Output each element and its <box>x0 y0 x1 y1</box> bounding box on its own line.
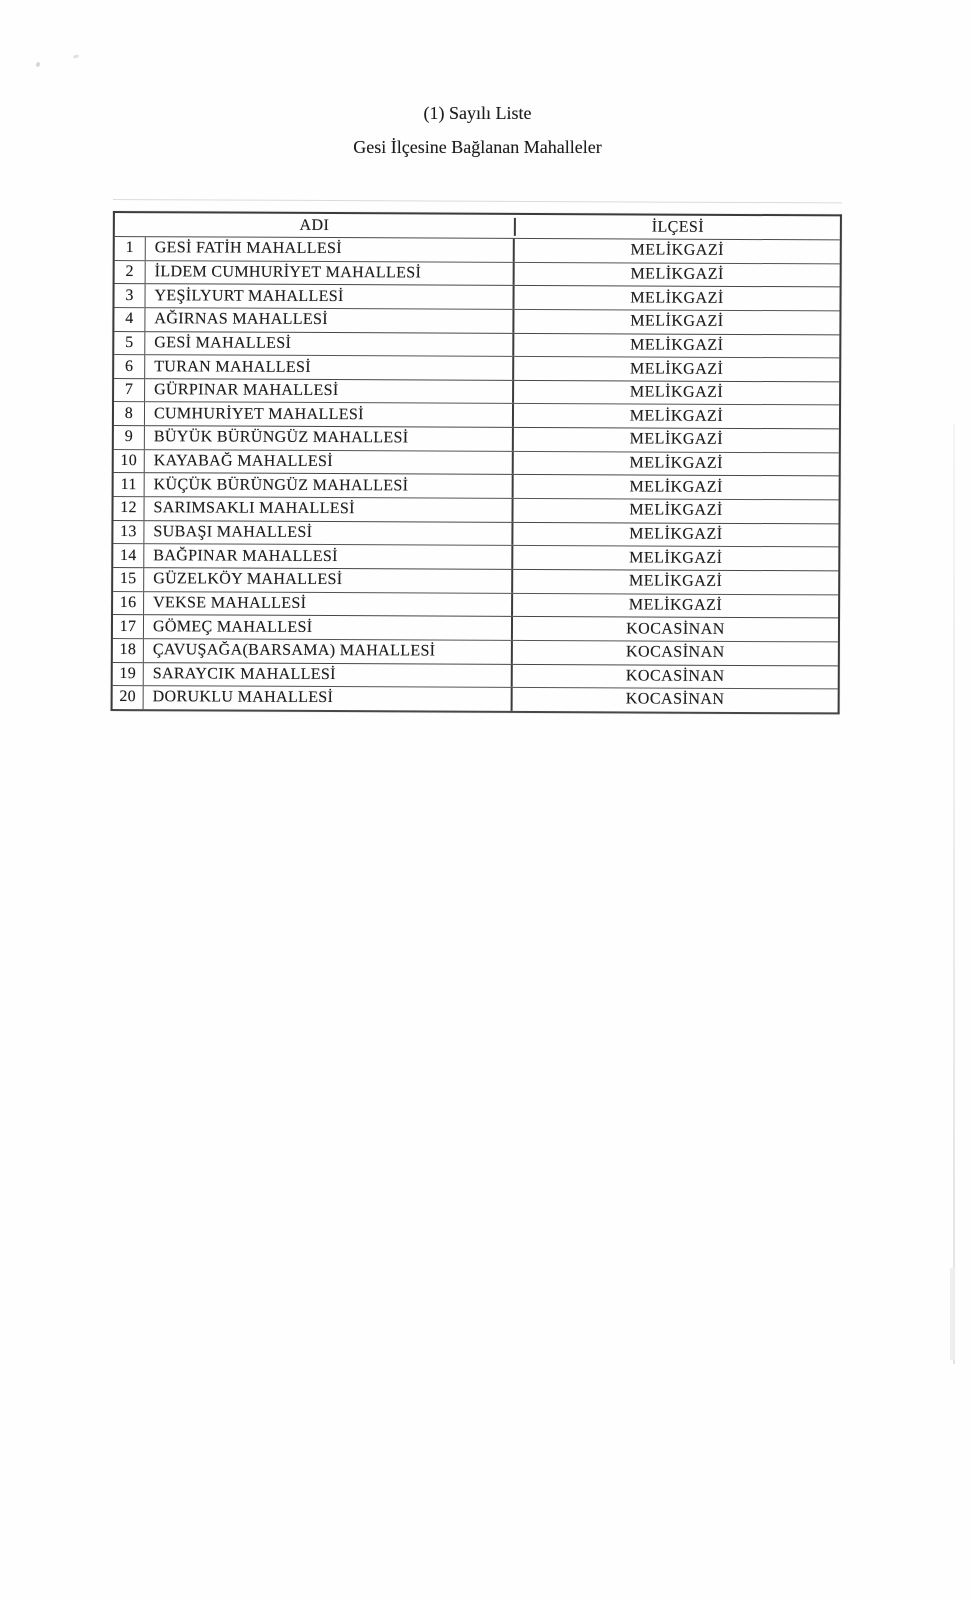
scan-speck <box>35 61 40 67</box>
row-name: BÜYÜK BÜRÜNGÜZ MAHALLESİ <box>153 428 409 447</box>
row-number: 8 <box>114 402 145 425</box>
row-district: MELİKGAZİ <box>511 523 838 547</box>
row-number: 17 <box>113 615 144 638</box>
row-name: DORUKLU MAHALLESİ <box>152 688 334 707</box>
row-number: 15 <box>113 568 144 591</box>
scan-edge-blob <box>950 1268 955 1360</box>
row-district: MELİKGAZİ <box>512 357 839 381</box>
table-row <box>115 237 840 264</box>
row-number: 12 <box>113 497 144 520</box>
row-number: 7 <box>114 379 145 402</box>
row-name: GÜRPINAR MAHALLESİ <box>154 381 339 400</box>
scan-speck <box>73 54 80 58</box>
table-row <box>113 615 838 642</box>
row-district: KOCASİNAN <box>511 617 838 641</box>
row-name: AĞIRNAS MAHALLESİ <box>154 310 328 329</box>
table-row <box>114 426 839 453</box>
row-district: MELİKGAZİ <box>511 499 838 523</box>
scan-ghost-line <box>113 199 842 203</box>
table-row <box>114 450 839 477</box>
row-district: KOCASİNAN <box>511 641 838 665</box>
row-name: ÇAVUŞAĞA(BARSAMA) MAHALLESİ <box>152 641 436 660</box>
scan-edge-line <box>953 424 955 1364</box>
row-district: MELİKGAZİ <box>511 546 838 570</box>
row-district: KOCASİNAN <box>511 688 838 712</box>
mahalle-table <box>111 211 842 714</box>
table-row <box>114 332 839 359</box>
row-number: 19 <box>113 663 144 686</box>
row-district: MELİKGAZİ <box>513 263 840 287</box>
row-name: VEKSE MAHALLESİ <box>153 594 307 612</box>
row-name: GESİ FATİH MAHALLESİ <box>154 239 342 258</box>
row-name: BAĞPINAR MAHALLESİ <box>153 546 338 565</box>
row-name: SUBAŞI MAHALLESİ <box>153 523 313 541</box>
row-number: 9 <box>114 426 145 449</box>
page-subtitle: Gesi İlçesine Bağlanan Mahalleler <box>353 137 602 157</box>
row-number: 10 <box>114 450 145 473</box>
row-district: MELİKGAZİ <box>513 239 840 263</box>
row-name: SARAYCIK MAHALLESİ <box>152 665 336 683</box>
row-district: MELİKGAZİ <box>512 475 839 499</box>
table-header-row <box>115 213 840 240</box>
row-name: GESİ MAHALLESİ <box>154 334 292 352</box>
row-name: İLDEM CUMHURİYET MAHALLESİ <box>154 263 422 282</box>
row-district: MELİKGAZİ <box>512 333 839 357</box>
row-district: MELİKGAZİ <box>512 404 839 428</box>
page-title: (1) Sayılı Liste <box>423 103 532 123</box>
row-number: 5 <box>114 332 145 355</box>
row-district: MELİKGAZİ <box>512 428 839 452</box>
table-row <box>114 355 839 382</box>
mahalle-table-block <box>111 199 842 714</box>
table-row <box>114 473 839 500</box>
table-row <box>113 592 838 619</box>
table-row <box>113 568 838 595</box>
table-row <box>113 686 838 712</box>
row-number: 16 <box>113 592 144 615</box>
table-row <box>114 402 839 429</box>
row-district: MELİKGAZİ <box>512 381 839 405</box>
table-row <box>113 544 838 571</box>
row-district: KOCASİNAN <box>511 664 838 688</box>
table-row <box>113 639 838 666</box>
column-header-adi: ADI <box>299 216 330 234</box>
table-row <box>114 284 839 311</box>
row-number: 2 <box>115 261 146 284</box>
row-number: 18 <box>113 639 144 662</box>
row-name: KAYABAĞ MAHALLESİ <box>153 452 333 471</box>
row-name: GÖMEÇ MAHALLESİ <box>152 617 313 636</box>
row-number: 20 <box>113 686 144 709</box>
table-row <box>114 379 839 406</box>
table-row <box>114 308 839 335</box>
row-number: 4 <box>114 308 145 331</box>
row-district: MELİKGAZİ <box>512 452 839 476</box>
row-district: MELİKGAZİ <box>511 570 838 594</box>
table-row <box>115 261 840 288</box>
row-name: GÜZELKÖY MAHALLESİ <box>153 570 343 589</box>
row-district: MELİKGAZİ <box>512 310 839 334</box>
row-name: SARIMSAKLI MAHALLESİ <box>153 499 355 518</box>
table-row <box>113 497 838 524</box>
row-district: MELİKGAZİ <box>511 593 838 617</box>
row-name: CUMHURİYET MAHALLESİ <box>153 404 364 423</box>
row-number: 14 <box>113 544 144 567</box>
table-row <box>113 521 838 548</box>
row-number: 3 <box>114 284 145 307</box>
column-header-ilcesi: İLÇESİ <box>514 217 840 237</box>
table-row <box>113 663 838 690</box>
table-body <box>113 237 840 712</box>
row-number: 13 <box>113 521 144 544</box>
row-name: YEŞİLYURT MAHALLESİ <box>154 286 344 305</box>
row-number: 11 <box>114 473 145 496</box>
row-name: KÜÇÜK BÜRÜNGÜZ MAHALLESİ <box>153 475 409 495</box>
row-name: TURAN MAHALLESİ <box>154 357 312 376</box>
row-number: 1 <box>115 237 146 260</box>
row-number: 6 <box>114 355 145 378</box>
row-district: MELİKGAZİ <box>512 286 839 310</box>
